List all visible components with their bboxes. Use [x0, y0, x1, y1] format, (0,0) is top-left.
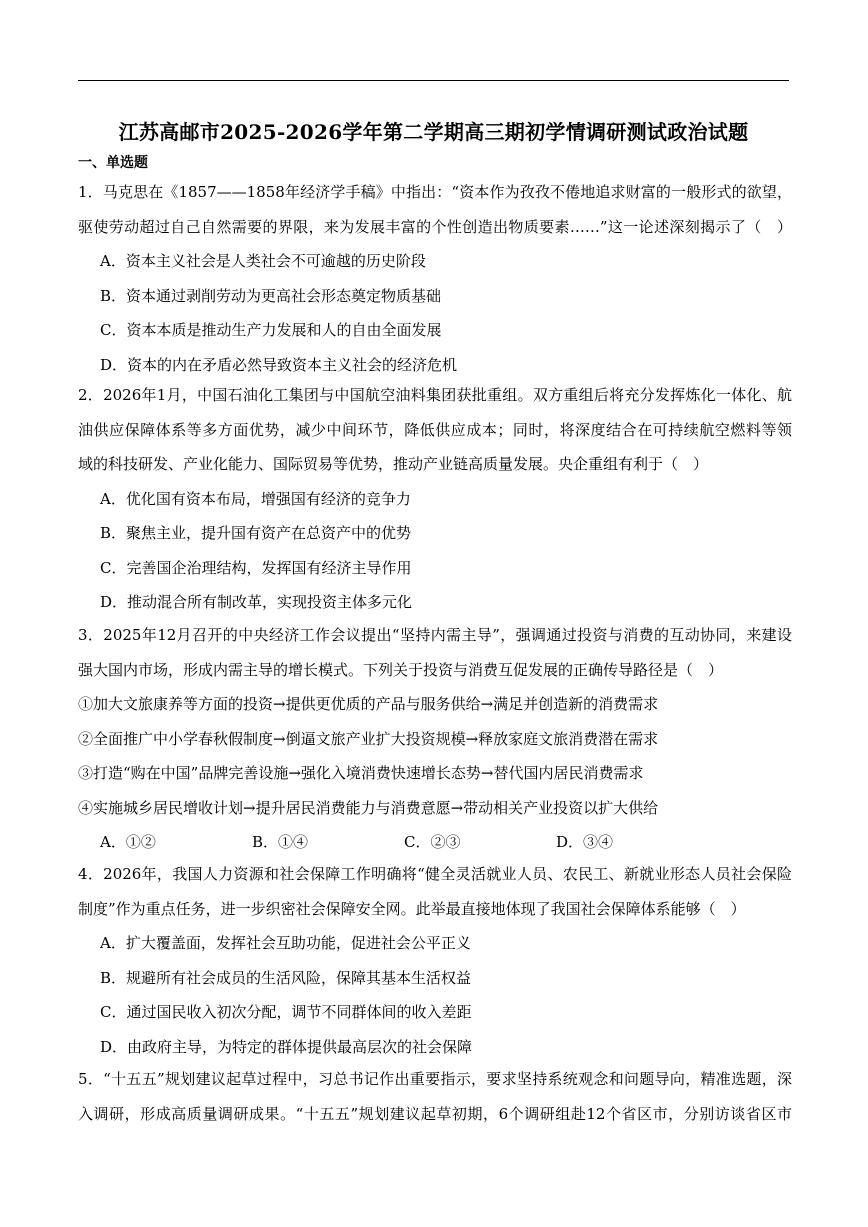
question-stem-line: 域的科技研发、产业化能力、国际贸易等优势，推动产业链高质量发展。央企重组有利于（ ） — [78, 455, 709, 473]
option-a: A．资本主义社会是人类社会不可逾越的历史阶段 — [100, 252, 426, 270]
question-stem-line: 驱使劳动超过自己自然需要的界限，来为发展丰富的个性创造出物质要素……”这一论述深刻揭示了（ ） — [78, 217, 792, 236]
question-stem-line: 5．“十五五”规划建议起草过程中，习总书记作出重要指示，要求坚持系统观念和问题导向，精准选题，深 — [78, 1070, 792, 1088]
exam-title: 江苏高邮市2025-2026学年第二学期高三期初学情调研测试政治试题 — [118, 120, 749, 144]
question-5 — [78, 1062, 792, 1131]
option-a: A．优化国有资本布局，增强国有经济的竞争力 — [100, 489, 411, 508]
question-stem-line: 2．2026年1月，中国石油化工集团与中国航空油料集团获批重组。双方重组后将充分发挥炼化一体化、航 — [78, 386, 792, 404]
question-4 — [78, 857, 792, 1064]
question-stem-line: 3．2025年12月召开的中央经济工作会议提出“坚持内需主导”，强调通过投资与消费的互动协同，来建设 — [78, 626, 792, 644]
option-a: A．①② — [100, 833, 156, 851]
question-stem-line: 强大国内市场，形成内需主导的增长模式。下列关于投资与消费互促发展的正确传导路径是（ ） — [78, 660, 724, 679]
question-1 — [78, 175, 792, 382]
option-c: C．完善国企治理结构，发挥国有经济主导作用 — [100, 558, 412, 577]
option-d: D．由政府主导，为特定的群体提供最高层次的社会保障 — [100, 1037, 473, 1056]
statement-3: ③打造“购在中国”品牌完善设施→强化入境消费快速增长态势→替代国内居民消费需求 — [78, 764, 644, 782]
question-stem-line: 油供应保障体系等多方面优势，减少中间环节，降低供应成本；同时，将深度结合在可持续航空燃料等领 — [78, 420, 792, 439]
option-d: D．资本的内在矛盾必然导致资本主义社会的经济危机 — [100, 355, 458, 374]
option-a: A．扩大覆盖面，发挥社会互助功能，促进社会公平正义 — [100, 934, 471, 952]
options-row — [78, 825, 792, 860]
question-2 — [78, 378, 792, 620]
statement-1: ①加大文旅康养等方面的投资→提供更优质的产品与服务供给→满足并创造新的消费需求 — [78, 695, 659, 713]
question-stem-line: 入调研，形成高质量调研成果。“十五五”规划建议起草初期，6个调研组赴12个省区市，分别访谈省区市 — [78, 1104, 792, 1123]
question-stem-line: 1．马克思在《1857——1858年经济学手稿》中指出：“资本作为孜孜不倦地追求财富的一般形式的欲望， — [78, 183, 792, 201]
option-c: C．②③ — [404, 833, 461, 851]
question-3 — [78, 618, 792, 860]
option-c: C．通过国民收入初次分配，调节不同群体间的收入差距 — [100, 1003, 472, 1021]
option-b: B．①④ — [252, 833, 309, 851]
option-d: D．推动混合所有制改革，实现投资主体多元化 — [100, 593, 413, 611]
header-rule — [78, 80, 789, 81]
option-d: D．③④ — [556, 833, 614, 851]
option-c: C．资本本质是推动生产力发展和人的自由全面发展 — [100, 321, 442, 339]
question-stem-line: 制度”作为重点任务，进一步织密社会保障安全网。此举最直接地体现了我国社会保障体系能够（ ） — [78, 899, 746, 918]
statement-4: ④实施城乡居民增收计划→提升居民消费能力与消费意愿→带动相关产业投资以扩大供给 — [78, 798, 659, 817]
option-b: B．资本通过剥削劳动为更高社会形态奠定物质基础 — [100, 286, 442, 305]
option-b: B．规避所有社会成员的生活风险，保障其基本生活权益 — [100, 968, 472, 987]
statement-2: ②全面推广中小学春秋假制度→倒逼文旅产业扩大投资规模→释放家庭文旅消费潜在需求 — [78, 729, 659, 748]
option-b: B．聚焦主业，提升国有资产在总资产中的优势 — [100, 524, 412, 542]
question-stem-line: 4．2026年，我国人力资源和社会保障工作明确将“健全灵活就业人员、农民工、新就业形态人员社会保险 — [78, 865, 792, 883]
section-heading: 一、单选题 — [78, 155, 148, 171]
